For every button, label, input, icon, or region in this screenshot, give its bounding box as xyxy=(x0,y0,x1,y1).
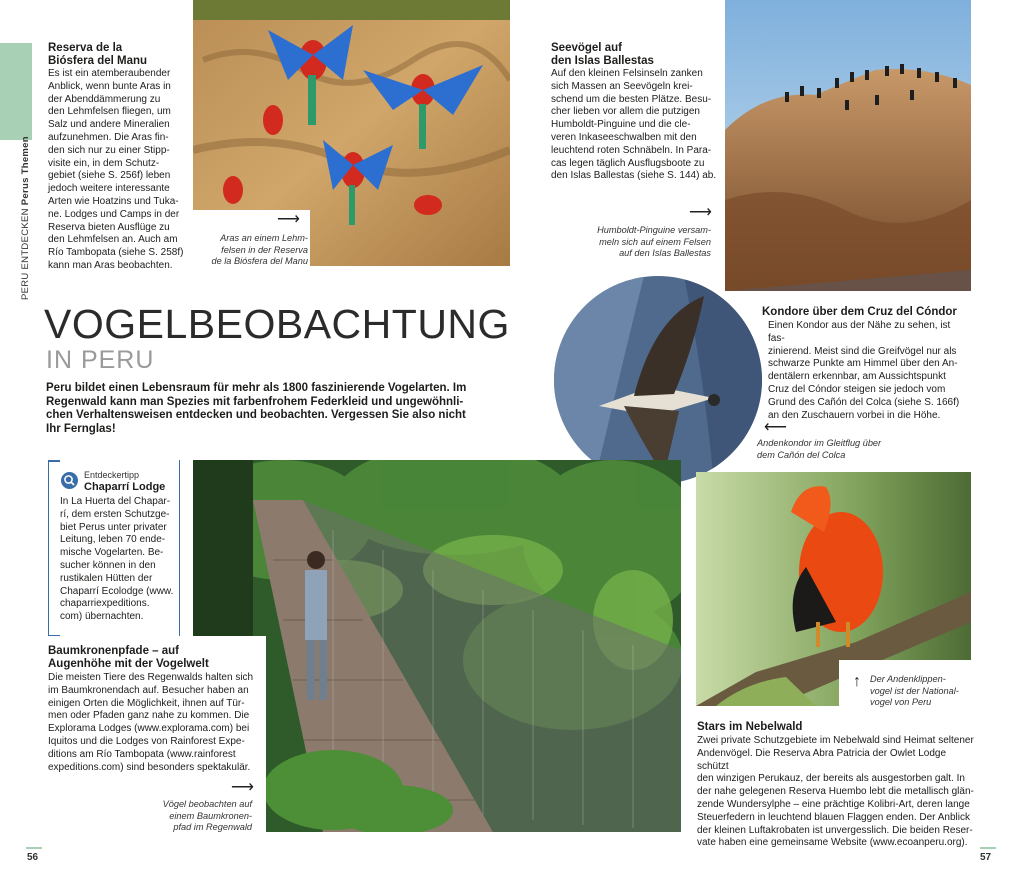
arrow-left-icon: ⟵ xyxy=(764,419,787,436)
tip-kicker: Entdeckertipp xyxy=(84,470,140,480)
search-icon xyxy=(61,472,78,489)
manu-body: Es ist ein atemberaubender Anblick, wenn bunte Aras in der Abenddämmerung zu den Lehmfelsen fliegen, um Salz und andere Mineralien aufzunehmen. Die Aras fin- den sich nur zu einer Stipp- visite ein, in dem Schutz- gebiet (siehe S. 256f) leben jedoch weitere interessante Arten wie Hoatzins und Tuka- ne. Lodges und Camps in der Reserva bieten Ausflüge zu den Lehmfelsen an. Auch am Río Tambopata (siehe S. 258f) kann man Aras beobachten. xyxy=(48,68,184,271)
rock-caption: Der Andenklippen- vogel ist der National- vogel von Peru xyxy=(870,674,959,707)
page-title: VOGELBEOBACHTUNG xyxy=(44,301,510,347)
section-label: PERU ENTDECKEN Perus Themen xyxy=(20,136,31,300)
condor-heading: Kondore über dem Cruz del Cóndor xyxy=(762,306,957,318)
canopy-body: Die meisten Tiere des Regenwalds halten sich im Baumkronendach auf. Besucher haben an einigen Orten die Möglichkeit, ihnen auf Tür- men oder Pfaden ganz nahe zu kommen. Die Explorama Lodges (www.explorama.com) bei Iquitos und die Lodges von Rainforest Expe- ditions am Río Tambopata (www.rainforest expeditions.com) sind besonders spektakulär. xyxy=(48,672,254,773)
manu-heading: Reserva de la Biósfera del Manu xyxy=(48,42,148,67)
page-marker-left xyxy=(26,847,42,849)
page-number-left: 56 xyxy=(27,852,39,863)
cloud-body: Zwei private Schutzgebiete im Nebelwald sind Heimat seltener Andenvögel. Die Reserva Abra Patricia der Owlet Lodge schützt den winzigen Perukauz, der bereits als ausgestorben galt. In der nahe gelegenen Reserva Huembo lebt die metallisch glän- zende Wundersylphe – eine prächtige Kolibri-Art, deren lange Steuerfedern in leuchtend blauen Flaggen enden. Der Anblick der kleinen Luftakrobaten ist unvergesslich. Die beiden Reser- vate haben eine gemeinsame Website (www.ecoanperu.org). xyxy=(697,735,974,849)
tip-body: In La Huerta del Chapar- rí, dem ersten Schutzge- biet Perus unter privater Leitung, leben 70 ende- mische Vogelarten. Be- sucher können in den rustikalen Hütten der Chaparrí Ecolodge (www. chaparriexpeditions. com) übernachten. xyxy=(60,496,174,623)
ballestas-body: Auf den kleinen Felsinseln zanken sich Massen an Seevögeln krei- schend um die besten Plätze. Besu- cher lieben vor allem die putzigen Humboldt-Pinguine und die cle- veren Inkaseeschwalben mit den leuchtend roten Schnäbeln. In Para- cas legen täglich Ausflugsboote zu den Islas Ballestas (siehe S. 144) ab. xyxy=(551,68,717,182)
condor-body: Einen Kondor aus der Nähe zu sehen, ist fas- zinierend. Meist sind die Greifvögel nur als schwarze Punkte am Himmel über den An- dentälern erkennbar, am Aussichtspunkt Cruz del Cóndor steigen sie jedoch vom Grund des Cañón del Colca (siehe S. 166f) an den Zuschauern vorbei in die Höhe. xyxy=(768,320,960,421)
canopy-caption: Vögel beobachten auf einem Baumkronen- pfad im Regenwald xyxy=(162,799,252,832)
cloud-heading: Stars im Nebelwald xyxy=(697,721,803,733)
arrow-right-icon: ⟶ xyxy=(689,204,712,221)
intro-text: Peru bildet einen Lebensraum für mehr als 1800 faszinierende Vogelarten. Im Regenwald kann man Spezies mit farbenfrohem Federkleid und ungewöhnli- chen Verhaltensweisen entdecken und beobachten. Vergessen Sie also nicht Ihr Fernglas! xyxy=(46,382,467,435)
tip-title: Chaparrí Lodge xyxy=(84,481,166,493)
page-subtitle: IN PERU xyxy=(46,346,155,374)
arrow-right-icon: ⟶ xyxy=(231,779,254,796)
page-marker-right xyxy=(980,847,996,849)
arrow-up-icon: ↑ xyxy=(853,673,861,690)
ballestas-heading: Seevögel auf den Islas Ballestas xyxy=(551,42,654,67)
manu-caption: Aras an einem Lehm- felsen in der Reserva de la Biósfera del Manu xyxy=(211,233,308,266)
page-number-right: 57 xyxy=(980,852,992,863)
condor-caption: Andenkondor im Gleitflug über dem Cañón del Colca xyxy=(757,438,882,460)
photo-condor xyxy=(550,272,766,488)
arrow-right-icon: ⟶ xyxy=(277,211,300,228)
photo-canopy-walkway xyxy=(193,460,681,832)
ballestas-caption: Humboldt-Pinguine versam- meln sich auf einem Felsen auf den Islas Ballestas xyxy=(597,225,711,258)
photo-ballestas xyxy=(725,0,971,291)
canopy-heading: Baumkronenpfade – auf Augenhöhe mit der Vogelwelt xyxy=(48,645,209,670)
section-tab xyxy=(0,43,32,140)
